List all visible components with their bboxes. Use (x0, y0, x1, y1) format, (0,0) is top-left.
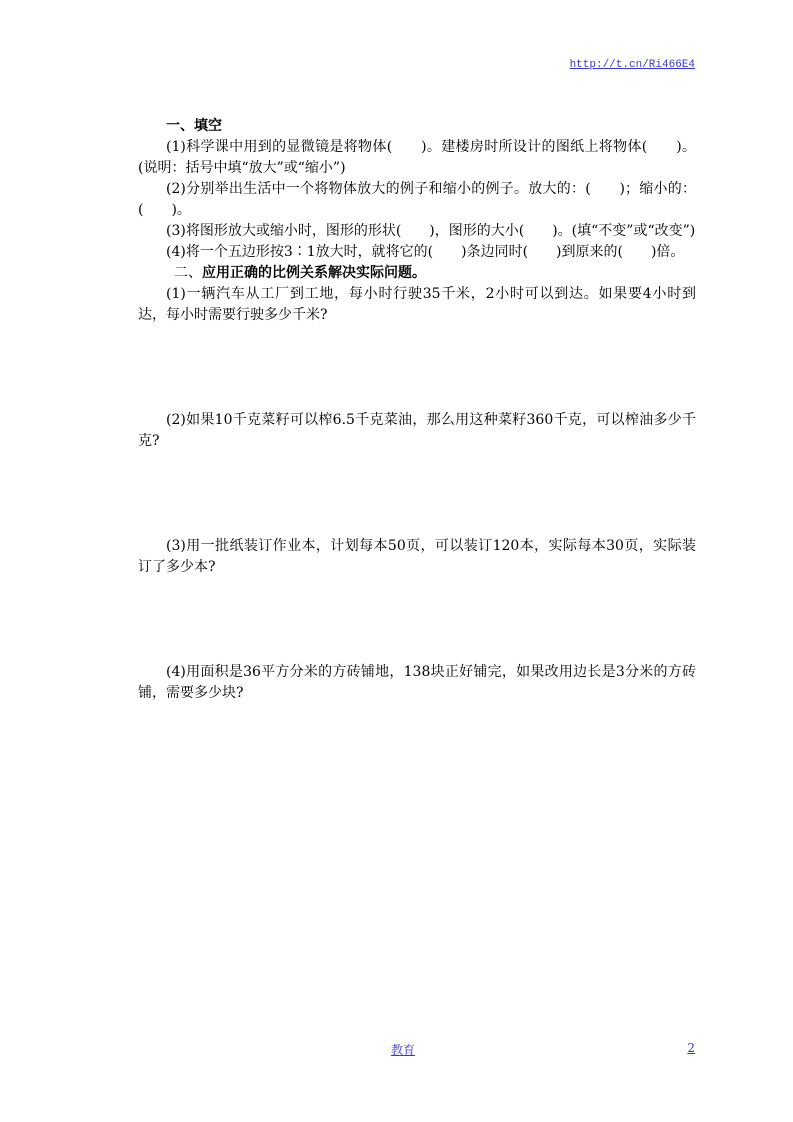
answer-space-3 (138, 578, 696, 662)
fill-blank-item-2: (2)分别举出生活中一个将物体放大的例子和缩小的例子。放大的：( )；缩小的：( )。 (138, 181, 696, 218)
section2-heading-text: 应用正确的比例关系解决实际问题。 (202, 265, 426, 281)
problem-item-2: (2)如果10千克菜籽可以榨6.5千克菜油，那么用这种菜籽360千克，可以榨油多少千克? (138, 412, 696, 449)
section1-heading: 一、填空 (166, 118, 222, 134)
section2-heading-number: 二、 (174, 265, 202, 281)
problem-item-1: (1)一辆汽车从工厂到工地，每小时行驶35千米，2小时可以到达。如果要4小时到达，每小时需要行驶多少千米? (138, 286, 696, 323)
answer-space-1 (138, 326, 696, 410)
problem-item-3: (3)用一批纸装订作业本，计划每本50页，可以装订120本，实际每本30页，实际装订了多少本? (138, 538, 696, 575)
fill-blank-item-1: (1)科学课中用到的显微镜是将物体( )。建楼房时所设计的图纸上将物体( )。(说明：括号中填“放大”或“缩小”) (138, 139, 696, 176)
footer-link[interactable]: 教育 (391, 1043, 416, 1057)
section2-heading (138, 263, 696, 284)
answer-space-2 (138, 452, 696, 536)
header-link[interactable]: http://t.cn/Ri466E4 (569, 59, 695, 71)
document-body (138, 116, 696, 704)
fill-blank-item-3: (3)将图形放大或缩小时，图形的形状( )，图形的大小( )。(填“不变”或“改变”) (166, 223, 696, 239)
fill-blank-item-4: (4)将一个五边形按3∶1放大时，就将它的( )条边同时( )到原来的( )倍。 (166, 244, 685, 260)
problem-item-4: (4)用面积是36平方分米的方砖铺地，138块正好铺完，如果改用边长是3分米的方砖铺，需要多少块? (138, 664, 696, 701)
page-number: 2 (687, 1041, 695, 1055)
